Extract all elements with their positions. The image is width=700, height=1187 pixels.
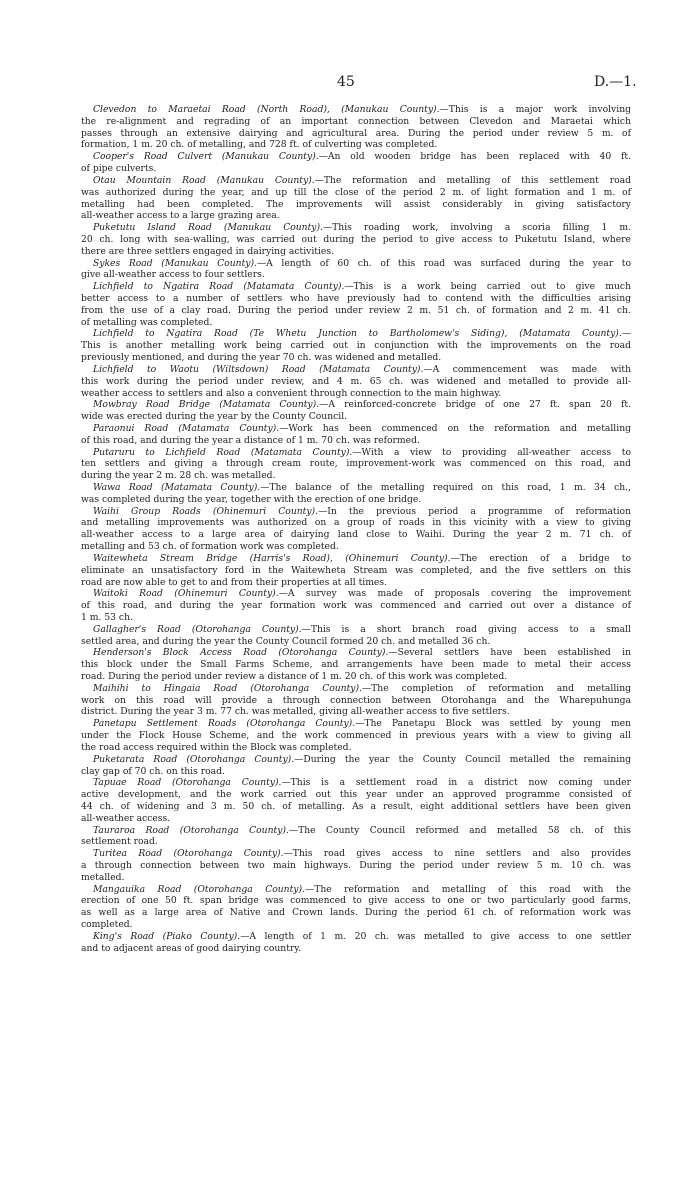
paragraph-line: wide was erected during the year by the County Council. (81, 411, 348, 423)
paragraph-line: work on this road will provide a through connection between Otorohanga and the Wharepuhunga (81, 694, 631, 706)
paragraph-line (93, 683, 631, 695)
page-number: 45 (337, 74, 355, 90)
paragraph-line: district. During the year 3 m. 77 ch. was metalled, giving all-weather access to five settlers. (81, 706, 510, 718)
paragraph-line: give all-weather access to four settlers. (81, 269, 265, 281)
paragraph-heading: Lichfield to Waotu (Wiltsdown) Road (Matamata County). (93, 363, 424, 375)
paragraph-line: eliminate an unsatisfactory ford in the Waitewheta Stream was completed, and the five settlers on this (81, 564, 631, 576)
paragraph-heading: Henderson's Block Access Road (Otorohanga County). (93, 647, 389, 659)
paragraph-line: there are three settlers engaged in dairying activities. (81, 245, 334, 257)
paragraph-heading: Lichfield to Ngatira Road (Matamata County). (93, 281, 345, 293)
paragraph-heading: Tapuae Road (Otorohanga County). (93, 777, 282, 789)
paragraph-line: metalling and 53 ch. of formation work was completed. (81, 541, 339, 553)
paragraph (81, 482, 631, 506)
paragraph-line (93, 447, 631, 459)
paragraph-text: —During the year the County Council metalled the remaining (294, 753, 631, 765)
paragraph-line: 1 m. 53 ch. (81, 611, 133, 623)
paragraph-line: was authorized during the year, and up till the close of the period 2 m. of light formation and 1 m. of (81, 186, 631, 198)
paragraph-line (93, 754, 631, 766)
paragraph-line (93, 848, 631, 860)
paragraph (81, 281, 631, 328)
paragraph-line: of this road, and during the year formation work was commenced and carried out over a distance of (81, 600, 631, 612)
paragraph-text: —A survey was made of proposals covering the improvement (278, 588, 631, 600)
paragraph (81, 505, 631, 553)
paragraph-heading: Mangauika Road (Otorohanga County). (93, 883, 305, 895)
paragraph-heading: Lichfield to Ngatira Road (Te Whetu Junction to Bartholomew's Siding), (Matamata County). (93, 328, 622, 340)
paragraph-line: under the Flock House Scheme, and the work commenced in previous years with a view to giving all (81, 730, 631, 742)
paragraph-heading: Mowbray Road Bridge (Matamata County). (93, 399, 320, 411)
paragraph-line (93, 423, 631, 435)
paragraph (81, 718, 631, 753)
paragraph-text: —The completion of reformation and metalling (361, 682, 631, 694)
paragraph (81, 824, 631, 849)
paragraph-text: —This road gives access to nine settlers and also provides (283, 848, 631, 860)
paragraph-line: of metalling was completed. (81, 316, 213, 328)
paragraph-line: this block under the Small Farms Scheme, and arrangements have been made to metal their access (81, 659, 631, 671)
paragraph-heading: Clevedon to Maraetai Road (North Road), (Manukau County). (93, 104, 440, 115)
paragraph-text: —This is a work being carried out to give much (344, 281, 631, 293)
paragraph-heading: Waihi Group Roads (Ohinemuri County). (93, 505, 319, 517)
body-text (81, 104, 631, 955)
paragraph-line (93, 151, 631, 163)
paragraph (81, 399, 631, 423)
paragraph-text: —A reinforced-concrete bridge of one 27 ft. span 20 ft. (319, 399, 631, 411)
paragraph-line: settled area, and during the year the County Council formed 20 ch. and metalled 36 ch. (81, 635, 491, 647)
paragraph-line (93, 825, 631, 837)
paragraph (81, 883, 631, 931)
paragraph (81, 588, 631, 623)
paragraph-line: 44 ch. of widening and 3 m. 50 ch. of metalling. As a result, eight additional settlers have been given (81, 800, 631, 812)
paragraph-heading: Tauraroa Road (Otorohanga County). (93, 824, 289, 836)
paragraph-text: —Several settlers have been established in (388, 647, 631, 659)
paragraph-text: —A length of 1 m. 20 ch. was metalled to give access to one settler (240, 930, 631, 942)
paragraph-line: formation, 1 m. 20 ch. of metalling, and 728 ft. of culverting was completed. (81, 139, 438, 151)
paragraph-line (93, 328, 631, 340)
paragraph-line: metalling had been completed. The improvements will assist considerably in giving satisfactory (81, 198, 631, 210)
paragraph-line (93, 553, 631, 565)
paragraph-line: passes through an extensive dairying and agricultural area. During the period under review 5 m. of (81, 127, 631, 139)
paragraph-line (93, 175, 631, 187)
paragraph (81, 257, 631, 282)
paragraph-text: —The County Council reformed and metalled 58 ch. of this (288, 824, 631, 836)
paragraph-line: was completed during the year, together with the erection of one bridge. (81, 493, 422, 505)
paragraph-line (93, 588, 631, 600)
paragraph-line: previously mentioned, and during the year 70 ch. was widened and metalled. (81, 352, 442, 364)
paragraph-text: —A commencement was made with (423, 363, 631, 375)
paragraph (81, 682, 631, 718)
paragraph-text: —The Panetapu Block was settled by young men (355, 718, 631, 730)
paragraph-line (93, 222, 631, 234)
paragraph-heading: Paraonui Road (Matamata County). (93, 422, 280, 434)
paragraph-text: —With a view to providing all-weather access to (352, 446, 631, 458)
paragraph-text: — (621, 328, 631, 340)
paragraph-heading: Putaruru to Lichfield Road (Matamata County). (93, 446, 353, 458)
paragraph (81, 753, 631, 778)
paragraph-line (93, 364, 631, 376)
paragraph-line: all-weather access. (81, 812, 171, 824)
paragraph-text: —Work has been commenced on the reformation and metalling (279, 422, 631, 434)
paragraph-heading: Wawa Road (Matamata County). (93, 482, 261, 493)
paragraph-text: —This is a settlement road in a district now coming under (281, 777, 631, 789)
paragraph-line: settlement road. (81, 836, 158, 848)
paragraph-text: —The reformation and metalling of this road with the (305, 883, 631, 895)
paragraph (81, 777, 631, 824)
paragraph-line: better access to a number of settlers who have previously had to contend with the difficulties arising (81, 293, 631, 304)
paragraph-line (93, 104, 631, 116)
paragraph-line: a through connection between two main highways. During the period under review 5 m. 10 ch. was (81, 860, 631, 871)
paragraph-line: all-weather access to a large area of dairying land close to Waihi. During the year 2 m. 71 ch. of (81, 529, 631, 541)
paragraph-line: the road access required within the Block was completed. (81, 741, 352, 753)
paragraph-line (93, 777, 631, 789)
paragraph (81, 174, 631, 222)
paragraph (81, 363, 631, 399)
paragraph-line (93, 482, 631, 494)
paragraph-text: —The erection of a bridge to (450, 552, 631, 564)
paragraph-text: —In the previous period a programme of reformation (318, 505, 631, 517)
paragraph-text: —An old wooden bridge has been replaced with 40 ft. (318, 151, 631, 163)
paragraph-text: —This is a major work involving (439, 104, 631, 115)
paragraph-text: —The balance of the metalling required on this road, 1 m. 34 ch., (260, 482, 631, 493)
paragraph-line (93, 931, 631, 943)
paragraph (81, 446, 631, 482)
paragraph-heading: Gallagher's Road (Otorohanga County). (93, 623, 302, 635)
paragraph (81, 328, 631, 364)
paragraph-heading: Otau Mountain Road (Manukau County). (93, 174, 315, 186)
paragraph-heading: King's Road (Piako County). (93, 930, 241, 942)
paragraph-text: —This is a short branch road giving access to a small (301, 623, 631, 635)
paragraph-line (93, 718, 631, 730)
paragraph-text: —This roading work, involving a scoria filling 1 m. (322, 222, 631, 234)
paragraph-line (93, 281, 631, 293)
paragraph-line: road. During the period under review a distance of 1 m. 20 ch. of this work was completed. (81, 671, 508, 682)
document-reference: D.—1. (594, 74, 637, 90)
paragraph-line (93, 647, 631, 659)
paragraph-line (93, 258, 631, 270)
paragraph-line: the re-alignment and regrading of an important connection between Clevedon and Maraetai which (81, 115, 631, 127)
paragraph (81, 848, 631, 883)
paragraph-line: This is another metalling work being carried out in conjunction with the improvements on the road (81, 340, 631, 352)
paragraph-text: —The reformation and metalling of this settlement road (314, 174, 631, 186)
paragraph-line (93, 399, 631, 411)
paragraph-heading: Sykes Road (Manukau County). (93, 257, 257, 269)
paragraph-line: ten settlers and giving a through cream route, improvement-work was commenced on this road, and (81, 458, 631, 470)
paragraph-line (93, 506, 631, 518)
paragraph-line: this work during the period under review, and 4 m. 65 ch. was widened and metalled to provide all- (81, 375, 631, 387)
paragraph-heading: Panetapu Settlement Roads (Otorohanga County). (93, 718, 356, 730)
paragraph (81, 647, 631, 682)
paragraph-line: road are now able to get to and from their properties at all times. (81, 576, 387, 588)
paragraph-line: as well as a large area of Native and Crown lands. During the period 61 ch. of reformation work was (81, 907, 631, 919)
paragraph-line (93, 624, 631, 636)
paragraph-line: erection of one 50 ft. span bridge was commenced to give access to one or two particularly good farms, (81, 895, 631, 907)
paragraph-heading: Waitewheta Stream Bridge (Harris's Road), (Ohinemuri County). (93, 552, 451, 564)
paragraph-line: weather access to settlers and also a convenient through connection to the main highway. (81, 387, 502, 399)
paragraph-line: and metalling improvements was authorized on a group of roads in this vicinity with a view to giving (81, 517, 631, 529)
paragraph-heading: Puketutu Island Road (Manukau County). (93, 222, 323, 234)
paragraph-line: clay gap of 70 ch. on this road. (81, 765, 225, 777)
paragraph-line: all-weather access to a large grazing area. (81, 210, 280, 222)
paragraph (81, 422, 631, 447)
paragraph (81, 930, 631, 955)
paragraph-heading: Waitoki Road (Ohinemuri County). (93, 588, 279, 600)
paragraph (81, 104, 631, 151)
paragraph-text: —A length of 60 ch. of this road was surfaced during the year to (256, 257, 631, 269)
paragraph-line (93, 884, 631, 896)
paragraph-line: of this road, and during the year a distance of 1 m. 70 ch. was reformed. (81, 434, 420, 446)
paragraph-line: 20 ch. long with sea-walling, was carried out during the period to give access to Puketutu Island, where (81, 233, 631, 245)
paragraph-line: completed. (81, 919, 133, 931)
paragraph-heading: Turitea Road (Otorohanga County). (93, 848, 284, 860)
paragraph (81, 623, 631, 648)
paragraph-line: active development, and the work carried out this year under an approved programme consisted of (81, 789, 631, 801)
paragraph-line: and to adjacent areas of good dairying country. (81, 942, 302, 954)
paragraph (81, 222, 631, 257)
paragraph-heading: Cooper's Road Culvert (Manukau County). (93, 151, 319, 163)
paragraph-line: from the use of a clay road. During the period under review 2 m. 51 ch. of formation and 2 m. 41 ch. (81, 304, 631, 316)
paragraph-heading: Puketarata Road (Otorohanga County). (93, 753, 295, 765)
paragraph-line: during the year 2 m. 28 ch. was metalled. (81, 470, 276, 482)
paragraph-line: metalled. (81, 871, 125, 883)
paragraph (81, 552, 631, 588)
paragraph-heading: Maihihi to Hingaia Road (Otorohanga County). (93, 682, 362, 694)
paragraph (81, 151, 631, 175)
paragraph-line: of pipe culverts. (81, 163, 157, 175)
